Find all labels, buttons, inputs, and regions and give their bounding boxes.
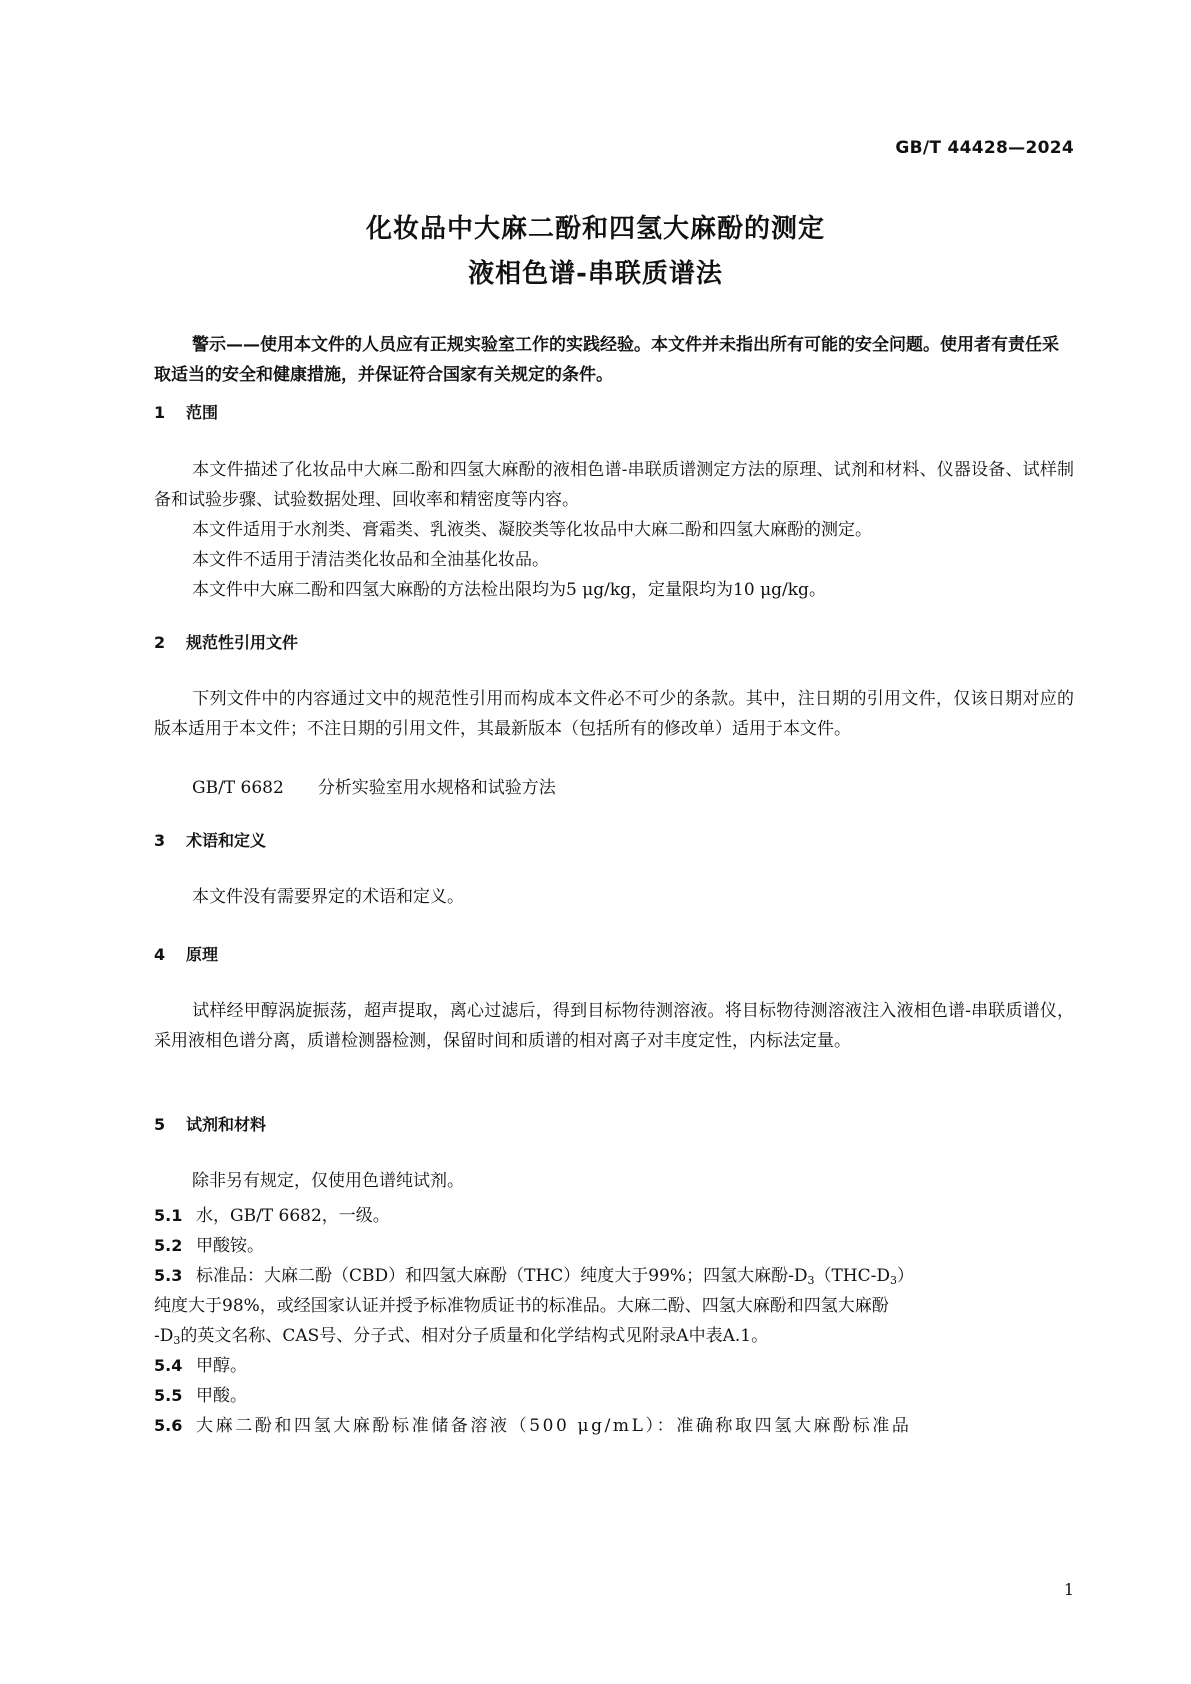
section-2-paragraph-1 [154,684,1074,744]
clause-5-5 [154,1381,247,1406]
section-number: 5 [154,1115,166,1134]
section-4-heading [154,942,218,965]
section-title: 试剂和材料 [186,1115,267,1134]
clause-text: 甲醇。 [196,1356,247,1376]
section-1-paragraph-1 [154,455,1074,515]
clause-text: 纯度大于98%，或经国家认证并授予标准物质证书的标准品。大麻二酚、四氢大麻酚和四氢大麻酚 [154,1296,889,1316]
section-1-heading [154,400,218,423]
paragraph-text: 除非另有规定，仅使用色谱纯试剂。 [192,1171,464,1191]
clause-text: 水，GB/T 6682，一级。 [196,1206,390,1226]
clause-number: 5.2 [154,1236,183,1255]
clause-number: 5.6 [154,1416,183,1435]
paragraph-text: 本文件适用于水剂类、膏霜类、乳液类、凝胶类等化妆品中大麻二酚和四氢大麻酚的测定。 [192,520,872,540]
clause-5-3 [154,1261,914,1287]
clause-text: 标准品：大麻二酚（CBD）和四氢大麻酚（THC）纯度大于99%；四氢大麻酚-D [196,1266,808,1286]
section-2-heading [154,630,298,653]
clause-5-4 [154,1351,247,1376]
normative-reference [192,773,556,798]
reference-title: 分析实验室用水规格和试验方法 [317,778,556,798]
paragraph-text: 下列文件中的内容通过文中的规范性引用而构成本文件必不可少的条款。其中，注日期的引用文件，仅该日期对应的版本适用于本文件；不注日期的引用文件，其最新版本（包括所有的修改单）适用于本文件。 [154,689,1074,739]
paragraph-text: 本文件不适用于清洁类化妆品和全油基化妆品。 [192,550,549,570]
section-title: 范围 [186,403,219,422]
warning-text: 警示——使用本文件的人员应有正规实验室工作的实践经验。本文件并未指出所有可能的安全问题。使用者有责任采取适当的安全和健康措施，并保证符合国家有关规定的条件。 [154,335,1059,385]
section-number: 3 [154,831,166,850]
section-3-heading [154,828,266,851]
clause-text: 的英文名称、CAS号、分子式、相对分子质量和化学结构式见附录A中表A.1。 [180,1326,769,1346]
section-1-paragraph-3 [154,545,1074,575]
clause-text: 甲酸铵。 [196,1236,264,1256]
clause-5-3-line-3 [154,1321,768,1347]
clause-text: ） [897,1266,915,1286]
section-title: 术语和定义 [186,831,267,850]
warning-notice [154,330,1074,390]
document-title-line2: 液相色谱-串联质谱法 [468,259,723,289]
section-number: 4 [154,945,166,964]
clause-number: 5.4 [154,1356,183,1375]
section-4-paragraph-1 [154,996,1074,1056]
section-1-paragraph-4 [154,575,1074,605]
section-number: 1 [154,403,166,422]
section-1-paragraph-2 [154,515,1074,545]
section-title: 原理 [186,945,219,964]
clause-number: 5.1 [154,1206,183,1225]
section-title: 规范性引用文件 [186,633,299,652]
paragraph-text: 试样经甲醇涡旋振荡，超声提取，离心过滤后，得到目标物待测溶液。将目标物待测溶液注入液相色谱-串联质谱仪，采用液相色谱分离，质谱检测器检测，保留时间和质谱的相对离子对丰度定性，内标法定量。 [154,1001,1074,1051]
paragraph-text: 本文件没有需要界定的术语和定义。 [192,887,464,907]
document-title-line1: 化妆品中大麻二酚和四氢大麻酚的测定 [365,214,825,244]
subscript: 3 [173,1334,181,1347]
clause-text: -D [154,1326,174,1346]
clause-text: （THC-D [814,1266,891,1286]
paragraph-text: 本文件中大麻二酚和四氢大麻酚的方法检出限均为5 μg/kg，定量限均为10 μg/kg。 [192,580,826,600]
page-number: 1 [1063,1580,1074,1599]
clause-5-6 [154,1411,911,1436]
standard-code: GB/T 44428—2024 [895,138,1074,158]
clause-text: 甲酸。 [196,1386,247,1406]
clause-5-1 [154,1201,390,1226]
clause-5-2 [154,1231,264,1256]
section-number: 2 [154,633,166,652]
section-3-paragraph-1 [154,882,1074,912]
subscript: 3 [890,1274,898,1287]
subscript: 3 [807,1274,815,1287]
clause-text: 大麻二酚和四氢大麻酚标准储备溶液（500 μg/mL）：准确称取四氢大麻酚标准品 [196,1416,912,1436]
section-5-intro [154,1166,1074,1196]
paragraph-text: 本文件描述了化妆品中大麻二酚和四氢大麻酚的液相色谱-串联质谱测定方法的原理、试剂和材料、仪器设备、试样制备和试验步骤、试验数据处理、回收率和精密度等内容。 [154,460,1074,510]
clause-number: 5.3 [154,1266,183,1285]
section-5-heading [154,1112,266,1135]
clause-5-3-line-2 [154,1291,889,1316]
reference-code: GB/T 6682 [192,778,284,798]
clause-number: 5.5 [154,1386,183,1405]
